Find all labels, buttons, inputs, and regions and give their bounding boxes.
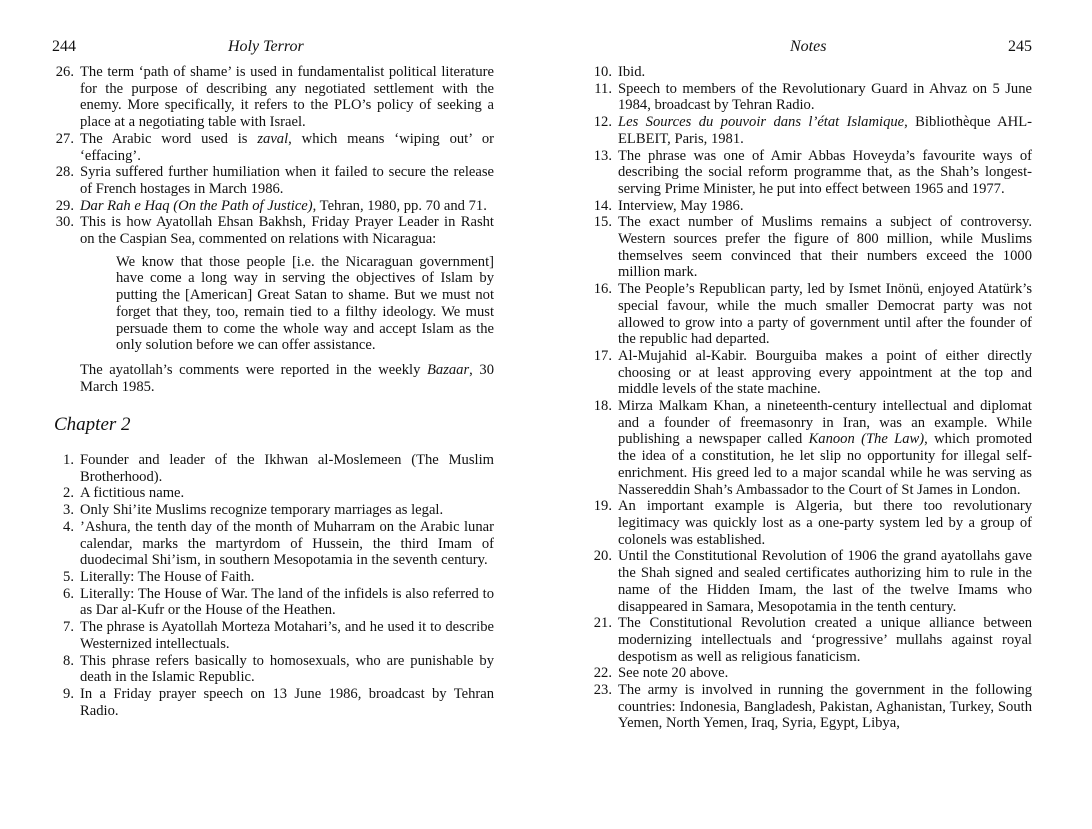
note-item: [590, 198, 1032, 215]
note-text: The Constitutional Revolution created a unique alliance between modernizing intellectuals and ‘progressive’ mullahs against royal despotism as well as religious fanaticism.: [618, 615, 1032, 665]
note-number: 20.: [593, 548, 612, 565]
note-number: 11.: [594, 80, 612, 97]
note-text: The army is involved in running the government in the following countries: Indonesia, Bangladesh, Pakistan, Aghanistan, Turkey, South Yemen, North Yemen, Iraq, Syria, Egypt, Libya,: [618, 682, 1032, 732]
note-number: 21.: [593, 615, 612, 632]
note-text: See note 20 above.: [618, 665, 729, 682]
note-text: Al-Mujahid al-Kabir. Bourguiba makes a point of either directly choosing or at least approving every appointment at the top and middle levels of the state machine.: [618, 347, 1032, 398]
note-item: [590, 665, 1032, 682]
note-item: [52, 686, 494, 719]
note-number: 23.: [593, 682, 612, 699]
note-item: [590, 498, 1032, 548]
running-title: Holy Terror: [228, 38, 304, 55]
note-text: An important example is Algeria, but there too revolutionary legitimacy was quickly lost as a one-party system led by a group of colonels was established.: [618, 498, 1032, 548]
note-item: [590, 398, 1032, 498]
note-number: 29.: [55, 197, 74, 214]
note-continuation: The ayatollah’s comments were reported in the weekly Bazaar, 30 March 1985.: [80, 361, 494, 395]
left-page: [52, 0, 494, 719]
notes-list: [52, 64, 494, 719]
note-text: A fictitious name.: [80, 485, 185, 502]
note-text: The phrase is Ayatollah Morteza Motahari’s, and he used it to describe Westernized intellectuals.: [80, 619, 494, 652]
note-number: 28.: [55, 164, 74, 181]
note-item: [590, 682, 1032, 732]
note-item: [52, 131, 494, 164]
note-text: Mirza Malkam Khan, a nineteenth-century intellectual and diplomat and a founder of freemasonry in Iran, was an example. While publishing a newspaper called Kanoon (The Law), which promoted the idea of a constitution, he let slip no opportunity for illegal self-enrichment. His greed led to a major scandal while he was serving as Nassereddin Shah’s Ambassador to the Court of St James in London.: [618, 398, 1033, 498]
note-number: 6.: [63, 585, 74, 602]
note-text: Interview, May 1986.: [618, 197, 744, 214]
note-number: 5.: [63, 568, 74, 585]
note-text: Literally: The House of Faith.: [80, 568, 255, 585]
note-item: [52, 214, 494, 247]
note-number: 1.: [63, 452, 74, 469]
block-quote: We know that those people [i.e. the Nicaraguan government] have come a long way in serving the objectives of Islam by putting the [American] Great Satan to shame. But we must not forget that they, too, remain tied to a filthy ideology. We must persuade them to come the whole way and accept Islam as the only solution before we can offer assistance.: [116, 253, 494, 354]
note-item: [590, 348, 1032, 398]
note-item: [52, 502, 494, 519]
right-page: [590, 0, 1032, 732]
notes-list: [590, 64, 1032, 732]
note-text: This phrase refers basically to homosexuals, who are punishable by death in the Islamic Republic.: [80, 652, 494, 686]
note-number: 26.: [55, 64, 74, 80]
chapter-heading: Chapter 2: [54, 414, 131, 436]
note-text: Dar Rah e Haq (On the Path of Justice), Tehran, 1980, pp. 70 and 71.: [80, 197, 487, 214]
note-text: Syria suffered further humiliation when it failed to secure the release of French hostages in March 1986.: [80, 164, 494, 197]
note-number: 13.: [593, 147, 612, 164]
note-text: Les Sources du pouvoir dans l’état Islamique, Bibliothèque AHL-ELBEIT, Paris, 1981.: [618, 114, 1032, 147]
note-number: 9.: [63, 685, 74, 702]
note-number: 12.: [593, 114, 612, 131]
note-item: [590, 148, 1032, 198]
note-text: Founder and leader of the Ikhwan al-Moslemeen (The Muslim Brotherhood).: [80, 452, 494, 485]
note-number: 22.: [593, 665, 612, 682]
page-number: 245: [1008, 38, 1032, 55]
note-item: [52, 198, 494, 215]
note-number: 27.: [55, 130, 74, 147]
note-item: [52, 619, 494, 652]
note-number: 18.: [593, 398, 612, 415]
note-text: This is how Ayatollah Ehsan Bakhsh, Friday Prayer Leader in Rasht on the Caspian Sea, commented on relations with Nicaragua:: [80, 214, 494, 248]
note-item: [590, 64, 1032, 81]
note-number: 7.: [63, 619, 74, 636]
note-text: The People’s Republican party, led by Ismet Inönü, enjoyed Atatürk’s special favour, while the much smaller Democrat party was not allowed to grow into a party of government until after the founder of the republic had departed.: [618, 281, 1032, 348]
note-item: [52, 569, 494, 586]
note-item: [52, 653, 494, 686]
note-text: In a Friday prayer speech on 13 June 1986, broadcast by Tehran Radio.: [80, 685, 494, 719]
note-number: 4.: [63, 518, 74, 535]
note-number: 15.: [593, 214, 612, 231]
note-text: ’Ashura, the tenth day of the month of Muharram on the Arabic lunar calendar, marks the martyrdom of Hussein, the third Imam of duodecimal Shi’ism, in southern Mesopotamia in the seventh century.: [80, 518, 494, 569]
note-item: [590, 548, 1032, 615]
note-text: The Arabic word used is zaval, which means ‘wiping out’ or ‘effacing’.: [80, 130, 494, 164]
note-item: [52, 485, 494, 502]
page-number: 244: [52, 38, 76, 55]
note-text: The term ‘path of shame’ is used in fundamentalist political literature for the purpose of describing any negotiated settlement with the enemy. More specifically, it refers to the PLO’s policy of seeking a place at a negotiating table with Israel.: [80, 64, 494, 131]
note-number: 14.: [593, 197, 612, 214]
note-item: [590, 214, 1032, 281]
note-item: [590, 281, 1032, 348]
note-number: 17.: [593, 347, 612, 364]
note-item: [52, 452, 494, 485]
note-text: Only Shi’ite Muslims recognize temporary marriages as legal.: [80, 502, 444, 519]
note-number: 16.: [593, 281, 612, 298]
note-item: [52, 586, 494, 619]
note-item: [52, 519, 494, 569]
note-number: 19.: [593, 498, 612, 515]
note-item: [52, 164, 494, 197]
note-text: The exact number of Muslims remains a subject of controversy. Western sources prefer the figure of 800 million, while Muslims themselves seem convinced that their numbers exceed the 1000 million mark.: [618, 214, 1032, 281]
note-number: 30.: [55, 214, 74, 231]
note-text: Literally: The House of War. The land of the infidels is also referred to as Dar al-Kufr or the House of the Heathen.: [80, 585, 494, 619]
note-item: [590, 615, 1032, 665]
note-text: Ibid.: [618, 64, 646, 80]
note-item: [590, 81, 1032, 114]
note-number: 3.: [63, 502, 74, 519]
note-text: Until the Constitutional Revolution of 1906 the grand ayatollahs gave the Shah signed and sealed certificates authorizing him to rule in the name of the Hidden Imam, the last of the twelve Imams who disappeared in Samara, Mesopotamia in the tenth century.: [618, 548, 1032, 615]
note-item: [590, 114, 1032, 147]
note-number: 8.: [63, 652, 74, 669]
note-text: Speech to members of the Revolutionary Guard in Ahvaz on 5 June 1984, broadcast by Tehran Radio.: [618, 80, 1032, 114]
note-number: 2.: [63, 485, 74, 502]
note-text: The phrase was one of Amir Abbas Hoveyda’s favourite ways of describing the social reform programme that, as the Shah’s longest-serving Prime Minister, he put into effect between 1965 and 1977.: [618, 147, 1032, 197]
note-item: [52, 64, 494, 131]
note-number: 10.: [593, 64, 612, 80]
running-title: Notes: [790, 38, 827, 55]
